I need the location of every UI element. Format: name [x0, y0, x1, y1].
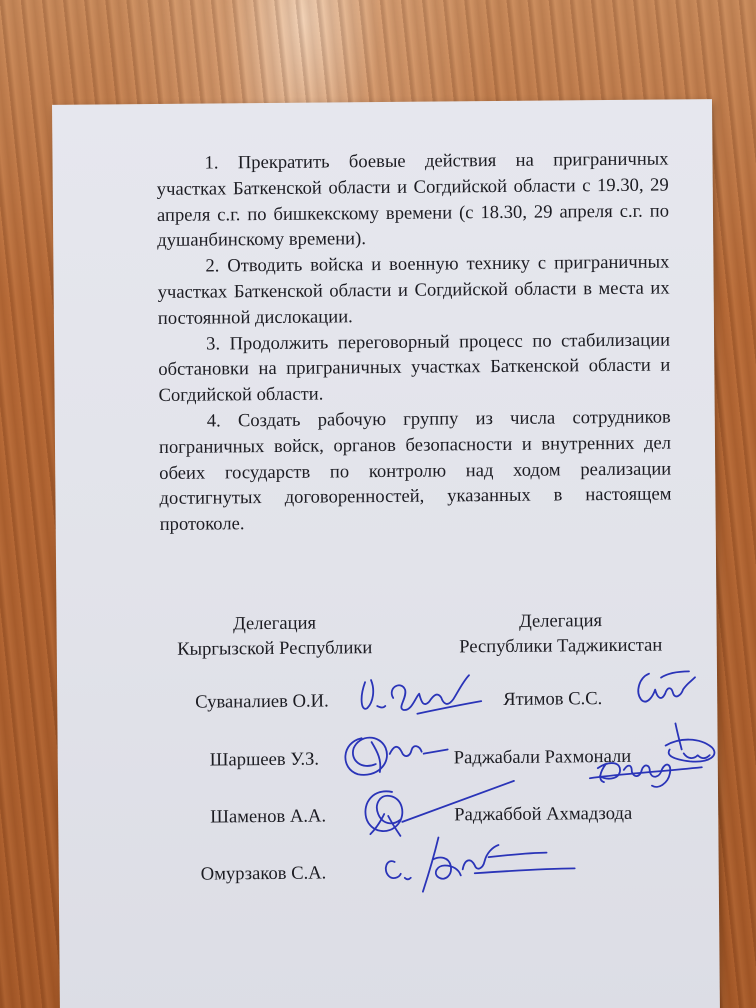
signature-yatimov-icon [631, 665, 701, 716]
document-page [52, 99, 720, 1008]
delegation-tajikistan-line2: Республики Таджикистан [459, 634, 663, 658]
delegation-kyrgyzstan-heading [154, 610, 394, 662]
signatory-left-3: Шаменов А.А. [210, 805, 327, 828]
signatory-right-2: Раджабали Рахмонали [453, 745, 632, 769]
signatory-left-2: Шаршеев У.З. [209, 748, 320, 771]
signature-sharsheev-icon [331, 723, 452, 788]
signatory-right-3: Раджаббой Ахмадзода [454, 802, 633, 826]
delegation-tajikistan-line1: Делегация [518, 610, 603, 632]
signatory-right-1: Ятимов С.С. [503, 688, 603, 710]
protocol-item-4: 4. Создать рабочую группу из числа сотрудников пограничных войск, органов безопасности и внутренних дел обеих государств по контролю над ходом реализации достигнутых договоренностей, указанных в настоящем протоколе. [158, 406, 672, 536]
delegation-kyrgyzstan-line2: Кыргызской Республики [177, 637, 373, 660]
signature-omurzakov-icon [378, 828, 579, 910]
signatory-left-4: Омурзаков С.А. [200, 862, 327, 885]
delegation-kyrgyzstan-line1: Делегация [232, 612, 317, 635]
signatory-left-1: Суваналиев О.И. [195, 690, 329, 713]
delegation-tajikistan-heading [430, 607, 690, 659]
signature-suvanaliev-icon [357, 667, 487, 722]
protocol-item-2: 2. Отводить войска и военную технику с приграничных участках Баткенской области и Согдийской области в места их постоянной дислокации. [157, 251, 670, 329]
protocol-body [156, 147, 671, 538]
protocol-item-3: 3. Продолжить переговорный процесс по стабилизации обстановки на приграничных участках Баткенской области и Согдийской области. [158, 329, 671, 407]
protocol-item-1: 1. Прекратить боевые действия на приграничных участках Баткенской области и Согдийской области с 19.30, 29 апреля с.г. по бишкекскому времени (с 18.30, 29 апреля с.г. по душанбинскому времени). [156, 148, 670, 252]
